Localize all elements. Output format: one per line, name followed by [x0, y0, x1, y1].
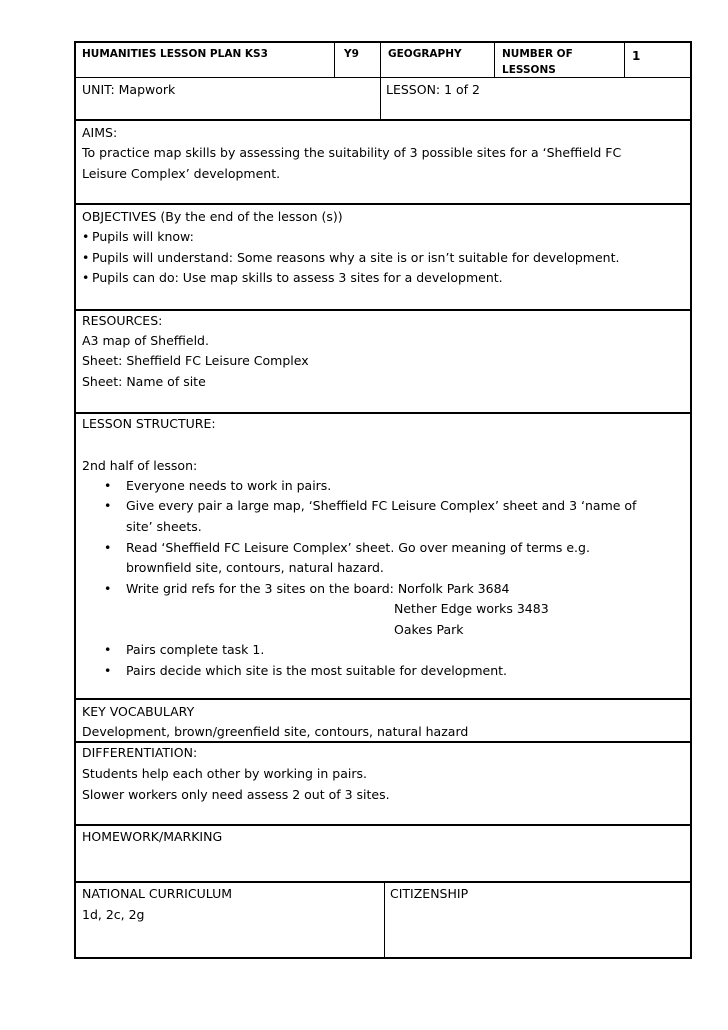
divider	[384, 881, 385, 959]
structure-step: Pairs decide which site is the most suitable for development.	[126, 663, 508, 678]
divider	[76, 824, 690, 826]
aims-text-line: To practice map skills by assessing the suitability of 3 possible sites for a ‘Sheffield FC	[82, 145, 622, 160]
vocabulary-text: Development, brown/greenfield site, contours, natural hazard	[82, 724, 469, 739]
structure-step: Write grid refs for the 3 sites on the board: Norfolk Park 3684	[126, 581, 510, 596]
grid-ref-line: Oakes Park	[394, 622, 464, 637]
structure-step: Give every pair a large map, ‘Sheffield FC Leisure Complex’ sheet and 3 ‘name of	[126, 498, 637, 513]
bullet-icon: •	[104, 642, 112, 657]
divider	[76, 309, 690, 311]
vocabulary-heading: KEY VOCABULARY	[82, 704, 195, 719]
lesson-label: LESSON: 1 of 2	[386, 82, 481, 97]
homework-heading: HOMEWORK/MARKING	[82, 829, 223, 844]
divider	[494, 43, 495, 77]
bullet-icon: •	[104, 663, 112, 678]
differentiation-line: Slower workers only need assess 2 out of 3 sites.	[82, 787, 390, 802]
structure-step-continued: site’ sheets.	[126, 519, 202, 534]
aims-heading: AIMS:	[82, 125, 118, 140]
divider	[76, 881, 690, 883]
number-of-label: NUMBER OF	[502, 48, 573, 60]
lesson-structure-subheading: 2nd half of lesson:	[82, 458, 198, 473]
divider	[76, 698, 690, 700]
bullet-icon: •	[82, 250, 90, 265]
structure-step: Read ‘Sheffield FC Leisure Complex’ sheet. Go over meaning of terms e.g.	[126, 540, 590, 555]
divider	[76, 203, 690, 205]
unit-label: UNIT: Mapwork	[82, 82, 176, 97]
resource-item: A3 map of Sheffield.	[82, 333, 209, 348]
objective-item: Pupils will understand: Some reasons why a site is or isn’t suitable for development.	[92, 250, 620, 265]
divider	[624, 43, 625, 77]
divider	[380, 43, 381, 119]
structure-step-continued: brownfield site, contours, natural hazard.	[126, 560, 384, 575]
lessons-label: LESSONS	[502, 64, 556, 76]
objectives-heading: OBJECTIVES (By the end of the lesson (s))	[82, 209, 343, 224]
aims-text-line: Leisure Complex’ development.	[82, 166, 281, 181]
structure-step: Everyone needs to work in pairs.	[126, 478, 332, 493]
plan-title: HUMANITIES LESSON PLAN KS3	[82, 48, 268, 60]
structure-step: Pairs complete task 1.	[126, 642, 265, 657]
divider	[334, 43, 335, 77]
bullet-icon: •	[104, 581, 112, 596]
number-of-lessons-value: 1	[632, 49, 641, 63]
bullet-icon: •	[82, 229, 90, 244]
bullet-icon: •	[82, 270, 90, 285]
year-cell: Y9	[344, 48, 359, 60]
differentiation-line: Students help each other by working in pairs.	[82, 766, 367, 781]
divider	[76, 77, 690, 78]
subject-cell: GEOGRAPHY	[388, 48, 462, 60]
curriculum-text: 1d, 2c, 2g	[82, 907, 145, 922]
lesson-structure-heading: LESSON STRUCTURE:	[82, 416, 216, 431]
divider	[76, 119, 690, 121]
citizenship-heading: CITIZENSHIP	[390, 886, 469, 901]
objective-item: Pupils will know:	[92, 229, 194, 244]
curriculum-heading: NATIONAL CURRICULUM	[82, 886, 233, 901]
bullet-icon: •	[104, 498, 112, 513]
differentiation-heading: DIFFERENTIATION:	[82, 745, 198, 760]
resources-heading: RESOURCES:	[82, 313, 163, 328]
resource-item: Sheet: Sheffield FC Leisure Complex	[82, 353, 309, 368]
bullet-icon: •	[104, 478, 112, 493]
lesson-plan-table	[74, 41, 692, 959]
resource-item: Sheet: Name of site	[82, 374, 206, 389]
objective-item: Pupils can do: Use map skills to assess 3 sites for a development.	[92, 270, 503, 285]
bullet-icon: •	[104, 540, 112, 555]
grid-ref-line: Nether Edge works 3483	[394, 601, 549, 616]
